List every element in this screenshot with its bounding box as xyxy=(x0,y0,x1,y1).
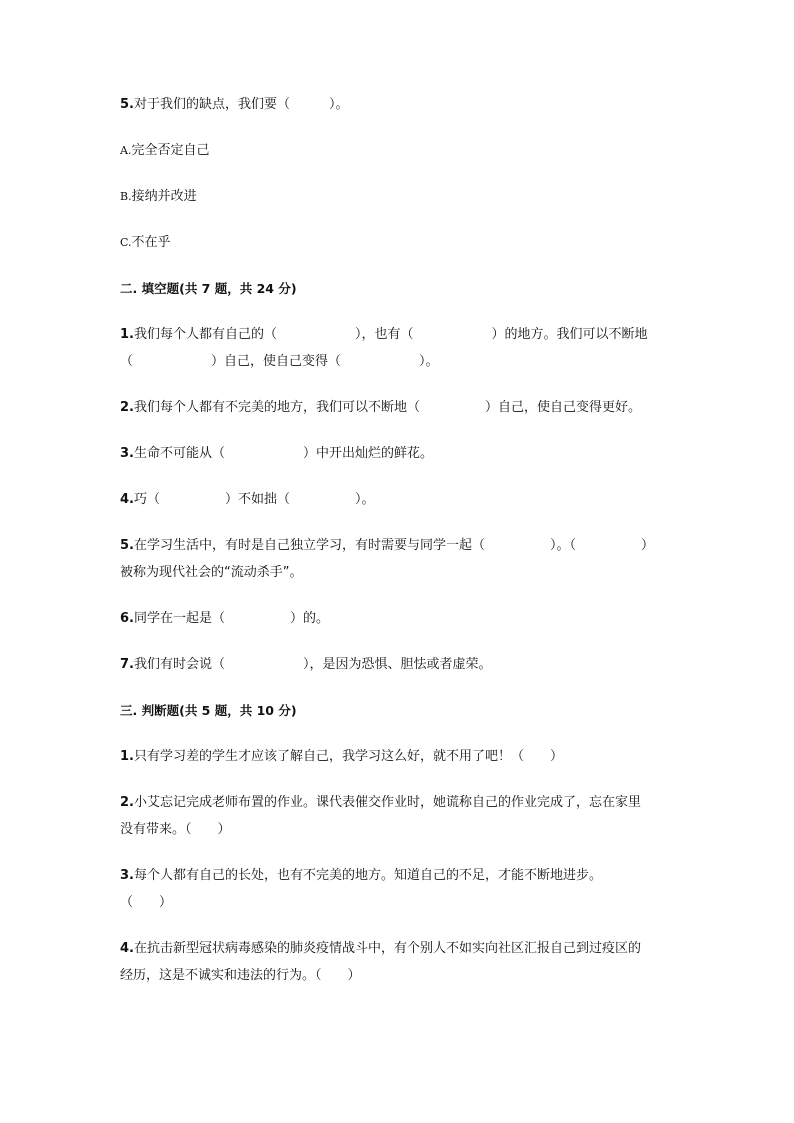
question-number: 7. xyxy=(120,657,134,672)
fill-question-3 xyxy=(120,446,680,462)
question-number: 1. xyxy=(120,749,134,764)
fill-question-1-cont: （ ）自己，使自己变得（ ）。 xyxy=(120,354,439,369)
option-a xyxy=(120,143,680,159)
question-number: 5. xyxy=(120,538,134,553)
section-heading-fill-in: 二. 填空题(共 7 题，共 24 分) xyxy=(120,281,297,296)
question-text: 每个人都有自己的长处，也有不完美的地方。知道自己的不足，才能不断地进步。 xyxy=(133,868,602,883)
question-text: 巧（ ）不如拙（ ）。 xyxy=(133,492,375,507)
option-text: 不在乎 xyxy=(131,235,171,250)
question-text: 在学习生活中，有时是自己独立学习，有时需要与同学一起（ ）。（ ） xyxy=(133,538,654,553)
question-number: 5. xyxy=(120,97,134,112)
judge-question-4-cont: 经历，这是不诚实和违法的行为。（ ） xyxy=(120,968,361,983)
option-letter: B. xyxy=(120,190,132,203)
fill-question-7 xyxy=(120,657,680,673)
fill-question-5 xyxy=(120,538,680,554)
question-number: 3. xyxy=(120,868,134,883)
judge-question-3-cont: （ ） xyxy=(120,895,173,910)
fill-question-4 xyxy=(120,492,680,508)
question-text: 我们每个人都有自己的（ ），也有（ ）的地方。我们可以不断地 xyxy=(133,327,648,342)
question-1-5 xyxy=(120,97,680,113)
question-number: 2. xyxy=(120,795,134,810)
question-text: 我们每个人都有不完美的地方，我们可以不断地（ ）自己，使自己变得更好。 xyxy=(133,400,641,415)
option-c xyxy=(120,235,680,251)
question-text: 只有学习差的学生才应该了解自己，我学习这么好，就不用了吧！（ ） xyxy=(133,749,563,764)
option-letter: A. xyxy=(120,144,132,157)
fill-question-2 xyxy=(120,400,680,416)
option-letter: C. xyxy=(120,236,132,249)
judge-question-3 xyxy=(120,868,680,884)
question-number: 2. xyxy=(120,400,134,415)
question-text: 在抗击新型冠状病毒感染的肺炎疫情战斗中，有个别人不如实向社区汇报自己到过疫区的 xyxy=(133,941,641,956)
question-number: 1. xyxy=(120,327,134,342)
question-text: 我们有时会说（ ），是因为恐惧、胆怯或者虚荣。 xyxy=(133,657,492,672)
question-number: 3. xyxy=(120,446,134,461)
section-heading-true-false: 三. 判断题(共 5 题，共 10 分) xyxy=(120,703,297,718)
judge-question-2-cont: 没有带来。（ ） xyxy=(120,822,231,837)
question-number: 4. xyxy=(120,941,134,956)
option-text: 接纳并改进 xyxy=(131,189,197,204)
option-b xyxy=(120,189,680,205)
question-text: 对于我们的缺点，我们要（ ）。 xyxy=(133,97,349,112)
fill-question-6 xyxy=(120,611,680,627)
judge-question-1 xyxy=(120,749,680,765)
question-number: 4. xyxy=(120,492,134,507)
question-number: 6. xyxy=(120,611,134,626)
fill-question-1 xyxy=(120,327,680,343)
fill-question-5-cont: 被称为现代社会的“流动杀手”。 xyxy=(120,565,303,580)
judge-question-4 xyxy=(120,941,680,957)
question-text: 小艾忘记完成老师布置的作业。课代表催交作业时，她谎称自己的作业完成了，忘在家里 xyxy=(133,795,641,810)
judge-question-2 xyxy=(120,795,680,811)
question-text: 生命不可能从（ ）中开出灿烂的鲜花。 xyxy=(133,446,433,461)
question-text: 同学在一起是（ ）的。 xyxy=(133,611,329,626)
option-text: 完全否定自己 xyxy=(131,143,210,158)
